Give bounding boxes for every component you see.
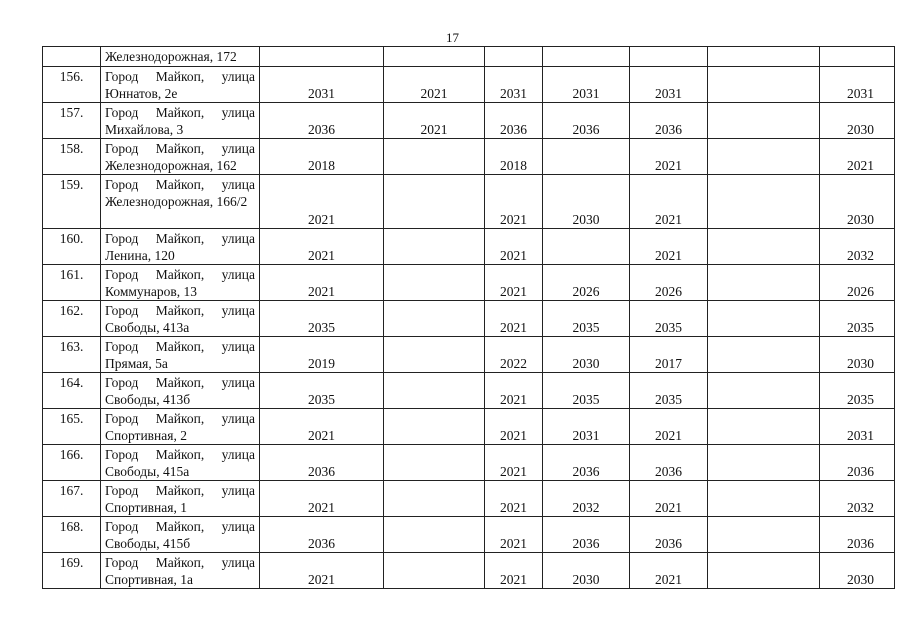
value-cell: 2035 — [820, 301, 895, 337]
value-cell: 2019 — [260, 337, 384, 373]
value-cell — [384, 265, 485, 301]
address-cell: Железнодорожная, 172 — [101, 47, 260, 67]
value-cell: 2021 — [820, 139, 895, 175]
value-cell: 2021 — [485, 265, 543, 301]
row-number-cell: 166. — [43, 445, 101, 481]
value-cell — [708, 175, 820, 229]
value-cell: 2018 — [260, 139, 384, 175]
value-cell — [384, 301, 485, 337]
value-cell: 2031 — [820, 67, 895, 103]
value-cell — [260, 47, 384, 67]
value-cell: 2021 — [384, 67, 485, 103]
table-row — [43, 373, 895, 409]
value-cell — [384, 517, 485, 553]
value-cell: 2031 — [485, 67, 543, 103]
value-cell — [708, 337, 820, 373]
value-cell — [708, 47, 820, 67]
row-number-cell: 162. — [43, 301, 101, 337]
value-cell: 2035 — [820, 373, 895, 409]
value-cell — [708, 67, 820, 103]
value-cell: 2021 — [260, 229, 384, 265]
value-cell — [708, 139, 820, 175]
value-cell: 2035 — [260, 301, 384, 337]
address-cell: Город Майкоп, улица Юннатов, 2е — [101, 67, 260, 103]
value-cell: 2036 — [543, 445, 630, 481]
value-cell: 2030 — [820, 553, 895, 589]
value-cell — [708, 481, 820, 517]
value-cell: 2030 — [543, 337, 630, 373]
value-cell: 2026 — [630, 265, 708, 301]
value-cell: 2036 — [543, 103, 630, 139]
value-cell: 2035 — [543, 373, 630, 409]
row-number-cell: 165. — [43, 409, 101, 445]
value-cell: 2026 — [543, 265, 630, 301]
row-number-cell: 156. — [43, 67, 101, 103]
value-cell: 2035 — [260, 373, 384, 409]
value-cell: 2036 — [630, 445, 708, 481]
table-row — [43, 229, 895, 265]
address-cell: Город Майкоп, улица Свободы, 415б — [101, 517, 260, 553]
address-cell: Город Майкоп, улица Коммунаров, 13 — [101, 265, 260, 301]
table-body — [43, 47, 895, 589]
schedule-table — [42, 46, 895, 589]
value-cell: 2021 — [485, 445, 543, 481]
value-cell — [708, 373, 820, 409]
value-cell: 2021 — [630, 139, 708, 175]
table-row — [43, 67, 895, 103]
value-cell — [708, 517, 820, 553]
address-cell: Город Майкоп, улица Прямая, 5а — [101, 337, 260, 373]
row-number-cell: 167. — [43, 481, 101, 517]
value-cell — [630, 47, 708, 67]
value-cell: 2032 — [820, 229, 895, 265]
table-row — [43, 139, 895, 175]
address-cell: Город Майкоп, улица Спортивная, 2 — [101, 409, 260, 445]
value-cell: 2026 — [820, 265, 895, 301]
row-number-cell: 158. — [43, 139, 101, 175]
value-cell — [708, 229, 820, 265]
value-cell: 2021 — [485, 373, 543, 409]
value-cell: 2032 — [820, 481, 895, 517]
value-cell — [384, 445, 485, 481]
table-row — [43, 481, 895, 517]
value-cell: 2021 — [260, 265, 384, 301]
address-cell: Город Майкоп, улица Спортивная, 1 — [101, 481, 260, 517]
table-row — [43, 301, 895, 337]
address-cell: Город Майкоп, улица Михайлова, 3 — [101, 103, 260, 139]
row-number-cell — [43, 47, 101, 67]
value-cell: 2031 — [260, 67, 384, 103]
value-cell: 2030 — [820, 337, 895, 373]
value-cell: 2021 — [630, 409, 708, 445]
value-cell: 2021 — [485, 553, 543, 589]
value-cell: 2031 — [543, 67, 630, 103]
value-cell: 2030 — [543, 175, 630, 229]
value-cell — [543, 229, 630, 265]
value-cell: 2021 — [260, 175, 384, 229]
address-cell: Город Майкоп, улица Железнодорожная, 162 — [101, 139, 260, 175]
value-cell — [384, 175, 485, 229]
row-number-cell: 164. — [43, 373, 101, 409]
value-cell: 2021 — [485, 301, 543, 337]
value-cell: 2036 — [630, 517, 708, 553]
value-cell: 2021 — [630, 229, 708, 265]
value-cell: 2036 — [260, 445, 384, 481]
address-cell: Город Майкоп, улица Свободы, 413б — [101, 373, 260, 409]
table-row — [43, 175, 895, 229]
address-cell: Город Майкоп, улица Свободы, 415а — [101, 445, 260, 481]
value-cell — [543, 139, 630, 175]
value-cell: 2031 — [543, 409, 630, 445]
value-cell — [820, 47, 895, 67]
address-cell: Город Майкоп, улица Спортивная, 1а — [101, 553, 260, 589]
value-cell: 2035 — [630, 301, 708, 337]
value-cell — [384, 337, 485, 373]
value-cell — [708, 445, 820, 481]
value-cell: 2021 — [485, 175, 543, 229]
value-cell: 2021 — [485, 481, 543, 517]
table-row — [43, 337, 895, 373]
value-cell: 2032 — [543, 481, 630, 517]
row-number-cell: 163. — [43, 337, 101, 373]
value-cell: 2021 — [384, 103, 485, 139]
value-cell: 2036 — [820, 445, 895, 481]
value-cell: 2021 — [630, 553, 708, 589]
value-cell: 2030 — [543, 553, 630, 589]
value-cell: 2036 — [485, 103, 543, 139]
value-cell: 2022 — [485, 337, 543, 373]
value-cell: 2021 — [260, 481, 384, 517]
value-cell — [708, 301, 820, 337]
address-cell: Город Майкоп, улица Железнодорожная, 166/2 — [101, 175, 260, 229]
value-cell — [384, 409, 485, 445]
value-cell — [384, 229, 485, 265]
value-cell: 2036 — [820, 517, 895, 553]
table-row — [43, 445, 895, 481]
value-cell: 2035 — [630, 373, 708, 409]
address-cell: Город Майкоп, улица Свободы, 413а — [101, 301, 260, 337]
value-cell — [384, 481, 485, 517]
value-cell — [708, 409, 820, 445]
value-cell — [708, 265, 820, 301]
table-row-continuation — [43, 47, 895, 67]
value-cell: 2031 — [630, 67, 708, 103]
page-number: 17 — [446, 30, 459, 45]
value-cell: 2021 — [485, 229, 543, 265]
row-number-cell: 159. — [43, 175, 101, 229]
value-cell: 2021 — [260, 553, 384, 589]
table-row — [43, 265, 895, 301]
value-cell — [384, 373, 485, 409]
table-row — [43, 553, 895, 589]
value-cell — [384, 139, 485, 175]
value-cell: 2030 — [820, 175, 895, 229]
value-cell: 2021 — [630, 175, 708, 229]
value-cell: 2030 — [820, 103, 895, 139]
value-cell — [384, 47, 485, 67]
value-cell: 2018 — [485, 139, 543, 175]
row-number-cell: 157. — [43, 103, 101, 139]
value-cell: 2021 — [260, 409, 384, 445]
value-cell: 2021 — [630, 481, 708, 517]
table-row — [43, 409, 895, 445]
row-number-cell: 160. — [43, 229, 101, 265]
value-cell — [543, 47, 630, 67]
value-cell: 2021 — [485, 517, 543, 553]
table-row — [43, 103, 895, 139]
value-cell: 2031 — [820, 409, 895, 445]
value-cell — [708, 103, 820, 139]
value-cell: 2021 — [485, 409, 543, 445]
address-cell: Город Майкоп, улица Ленина, 120 — [101, 229, 260, 265]
value-cell: 2036 — [630, 103, 708, 139]
row-number-cell: 168. — [43, 517, 101, 553]
value-cell: 2036 — [260, 517, 384, 553]
value-cell: 2036 — [543, 517, 630, 553]
value-cell — [485, 47, 543, 67]
value-cell: 2036 — [260, 103, 384, 139]
row-number-cell: 169. — [43, 553, 101, 589]
value-cell — [384, 553, 485, 589]
row-number-cell: 161. — [43, 265, 101, 301]
value-cell — [708, 553, 820, 589]
table-row — [43, 517, 895, 553]
value-cell: 2017 — [630, 337, 708, 373]
value-cell: 2035 — [543, 301, 630, 337]
